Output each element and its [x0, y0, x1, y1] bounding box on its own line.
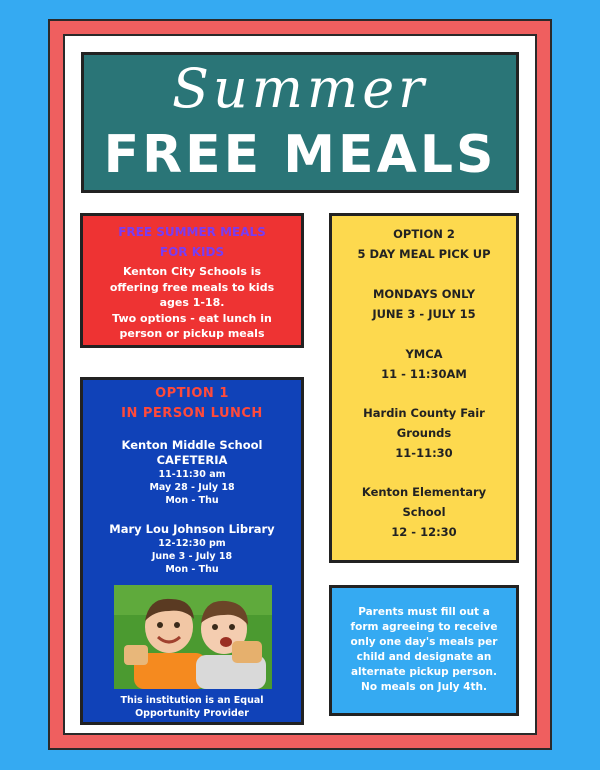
- parents-notice-panel: [329, 585, 519, 716]
- kids-panel-body-line: ages 1-18.: [159, 296, 225, 309]
- kids-panel-body: [83, 264, 301, 342]
- option-2-heading-line-1: OPTION 2: [393, 227, 455, 241]
- site-name: Hardin County Fair: [363, 406, 485, 420]
- location-detail: Mon - Thu: [165, 564, 219, 575]
- kids-panel-body-line: Two options - eat lunch in: [112, 311, 272, 325]
- site-name: Grounds: [396, 426, 452, 440]
- free-meals-for-kids-panel: [80, 213, 304, 348]
- location-library: [83, 522, 301, 576]
- location-detail: 11-11:30 am: [158, 469, 226, 480]
- kids-panel-heading-line-1: FREE SUMMER MEALS: [118, 225, 266, 239]
- location-detail: 12-12:30 pm: [158, 538, 226, 549]
- option-1-panel: [80, 377, 304, 725]
- kids-panel-heading-line-2: FOR KIDS: [159, 245, 225, 259]
- kids-photo-illustration: [114, 585, 272, 689]
- location-name: Mary Lou Johnson Library: [109, 522, 275, 536]
- schedule-dates: JUNE 3 - JULY 15: [372, 307, 476, 321]
- option-2-panel: [329, 213, 519, 563]
- schedule-days: MONDAYS ONLY: [372, 287, 476, 301]
- title-main-text: FREE MEALS: [103, 125, 497, 185]
- notice-line: only one day's meals per: [350, 636, 498, 648]
- title-banner: [81, 52, 519, 193]
- kids-panel-body-line: person or pickup meals: [119, 327, 265, 340]
- site-time: 12 - 12:30: [391, 525, 457, 539]
- kids-eating-photo: [114, 585, 272, 689]
- site-name: School: [402, 505, 446, 519]
- location-detail: Mon - Thu: [165, 495, 219, 506]
- option-1-heading-line-2: IN PERSON LUNCH: [121, 406, 263, 421]
- kids-panel-body-line: Kenton City Schools is: [122, 265, 262, 278]
- notice-line: alternate pickup person.: [350, 666, 498, 678]
- location-name: CAFETERIA: [156, 453, 228, 467]
- notice-line: child and designate an: [356, 651, 492, 663]
- notice-line: No meals on July 4th.: [361, 681, 487, 693]
- equal-opportunity-line: This institution is an Equal: [120, 695, 264, 706]
- site-name: Kenton Elementary: [361, 485, 487, 499]
- site-time: 11 - 11:30AM: [381, 367, 467, 381]
- equal-opportunity-line: Opportunity Provider: [135, 708, 249, 719]
- notice-line: form agreeing to receive: [350, 621, 498, 633]
- kids-panel-body-line: offering free meals to kids: [109, 280, 275, 294]
- location-middle-school: [83, 438, 301, 507]
- location-name: Kenton Middle School: [121, 438, 263, 452]
- notice-line: Parents must fill out a: [358, 606, 490, 618]
- site-name: YMCA: [405, 347, 443, 361]
- location-detail: June 3 - July 18: [151, 551, 233, 562]
- location-detail: May 28 - July 18: [149, 482, 235, 493]
- equal-opportunity-statement: [83, 694, 301, 720]
- option-1-heading-line-1: OPTION 1: [155, 386, 229, 401]
- option-2-heading-line-2: 5 DAY MEAL PICK UP: [357, 247, 491, 261]
- title-script-text: Summer: [172, 57, 428, 120]
- site-time: 11-11:30: [395, 446, 453, 460]
